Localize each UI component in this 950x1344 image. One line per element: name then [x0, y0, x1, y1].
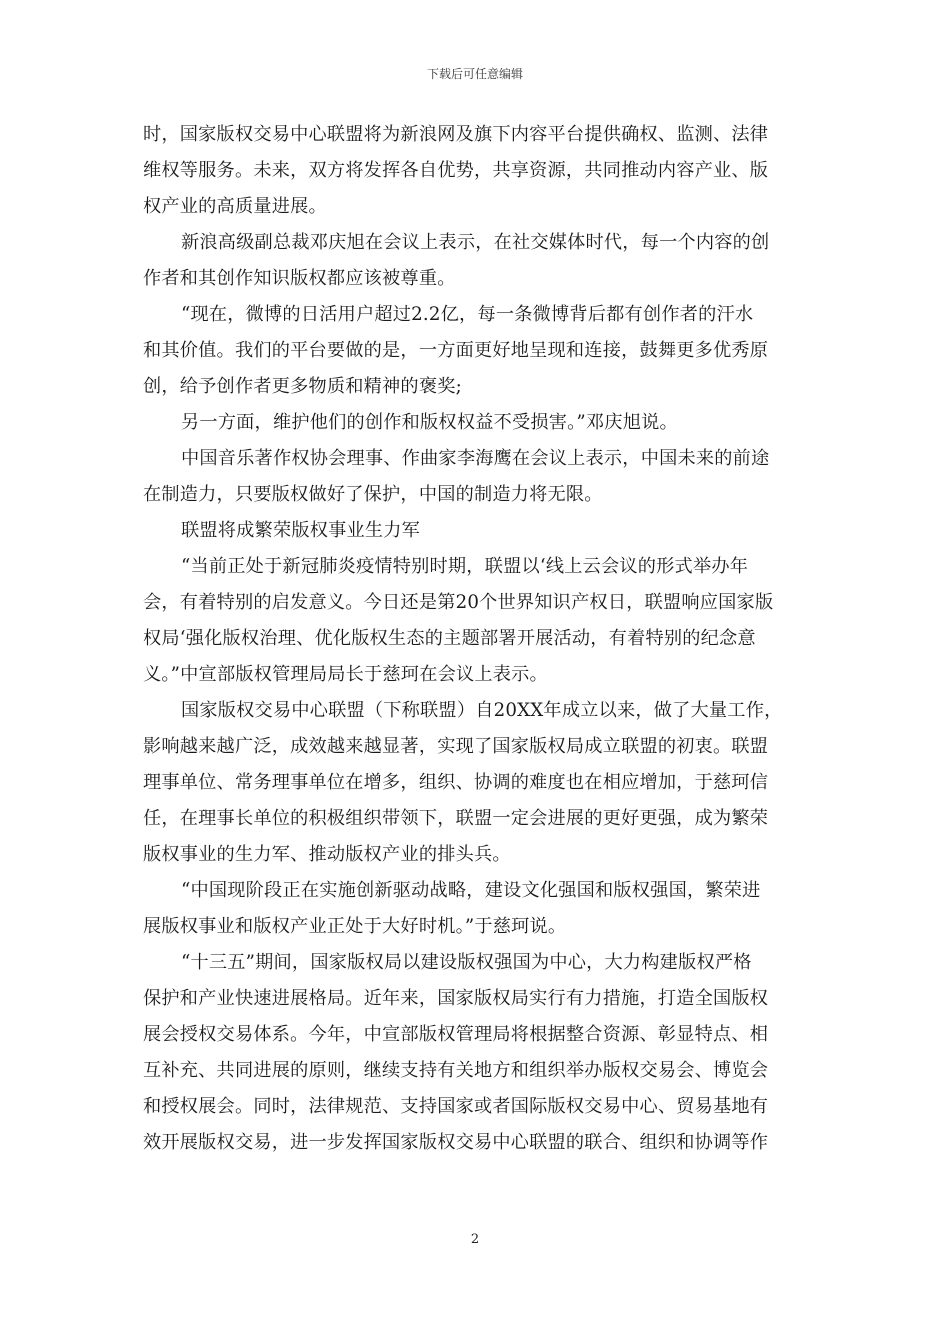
- paragraph-first-line: 国家版权交易中心联盟（下称联盟）自20XX年成立以来，做了大量工作，: [181, 700, 783, 721]
- text-line: 义。”中宣部版权管理局局长于慈珂在会议上表示。: [143, 664, 548, 685]
- document-body: [143, 117, 807, 1161]
- text-line: 权局‘强化版权治理、优化版权生态的主题部署开展活动，有着特别的纪念意: [143, 628, 756, 649]
- section-heading: 联盟将成繁荣版权事业生力军: [181, 520, 421, 541]
- text-line: 和其价值。我们的平台要做的是，一方面更好地呈现和连接，鼓舞更多优秀原: [143, 340, 769, 361]
- text-line: 任，在理事长单位的积极组织带领下，联盟一定会进展的更好更强，成为繁荣: [143, 808, 769, 829]
- text-line: 维权等服务。未来，双方将发挥各自优势，共享资源，共同推动内容产业、版: [143, 160, 769, 181]
- text-line: 保护和产业快速进展格局。近年来，国家版权局实行有力措施，打造全国版权: [143, 988, 769, 1009]
- paragraph-first-line: “当前正处于新冠肺炎疫情特别时期，联盟以‘线上云会议的形式举办年: [181, 556, 749, 577]
- text-line: 在制造力，只要版权做好了保护，中国的制造力将无限。: [143, 484, 603, 505]
- paragraph-first-line: 中国音乐著作权协会理事、作曲家李海鹰在会议上表示，中国未来的前途: [181, 448, 770, 469]
- page-number: 2: [470, 1232, 480, 1247]
- text-line: 创，给予创作者更多物质和精神的褒奖;: [143, 376, 462, 397]
- text-line: 作者和其创作知识版权都应该被尊重。: [143, 268, 456, 289]
- page-header: 下载后可任意编辑: [426, 67, 523, 81]
- text-line: 版权事业的生力军、推动版权产业的排头兵。: [143, 844, 511, 865]
- paragraph-first-line: “十三五”期间，国家版权局以建设版权强国为中心，大力构建版权严格: [181, 952, 752, 973]
- text-line: 影响越来越广泛，成效越来越显著，实现了国家版权局成立联盟的初衷。联盟: [143, 736, 769, 757]
- text-line: 展版权事业和版权产业正处于大好时机。”于慈珂说。: [143, 916, 567, 937]
- text-line: 互补充、共同进展的原则，继续支持有关地方和组织举办版权交易会、博览会: [143, 1060, 769, 1081]
- paragraph-first-line: “现在，微博的日活用户超过2.2亿，每一条微博背后都有创作者的汗水: [181, 304, 754, 325]
- text-line: 时，国家版权交易中心联盟将为新浪网及旗下内容平台提供确权、监测、法律: [143, 124, 769, 145]
- text-line: 和授权展会。同时，法律规范、支持国家或者国际版权交易中心、贸易基地有: [143, 1096, 769, 1117]
- text-line: 展会授权交易体系。今年，中宣部版权管理局将根据整合资源、彰显特点、相: [143, 1024, 769, 1045]
- paragraph-first-line: 另一方面，维护他们的创作和版权权益不受损害。”邓庆旭说。: [181, 412, 678, 433]
- paragraph-first-line: “中国现阶段正在实施创新驱动战略，建设文化强国和版权强国，繁荣进: [181, 880, 761, 901]
- paragraph-first-line: 新浪高级副总裁邓庆旭在会议上表示，在社交媒体时代，每一个内容的创: [181, 232, 770, 253]
- text-line: 效开展版权交易，进一步发挥国家版权交易中心联盟的联合、组织和协调等作: [143, 1132, 769, 1153]
- text-line: 理事单位、常务理事单位在增多，组织、协调的难度也在相应增加，于慈珂信: [143, 772, 769, 793]
- text-line: 会，有着特别的启发意义。今日还是第20个世界知识产权日，联盟响应国家版: [143, 592, 774, 613]
- text-line: 权产业的高质量进展。: [143, 196, 327, 217]
